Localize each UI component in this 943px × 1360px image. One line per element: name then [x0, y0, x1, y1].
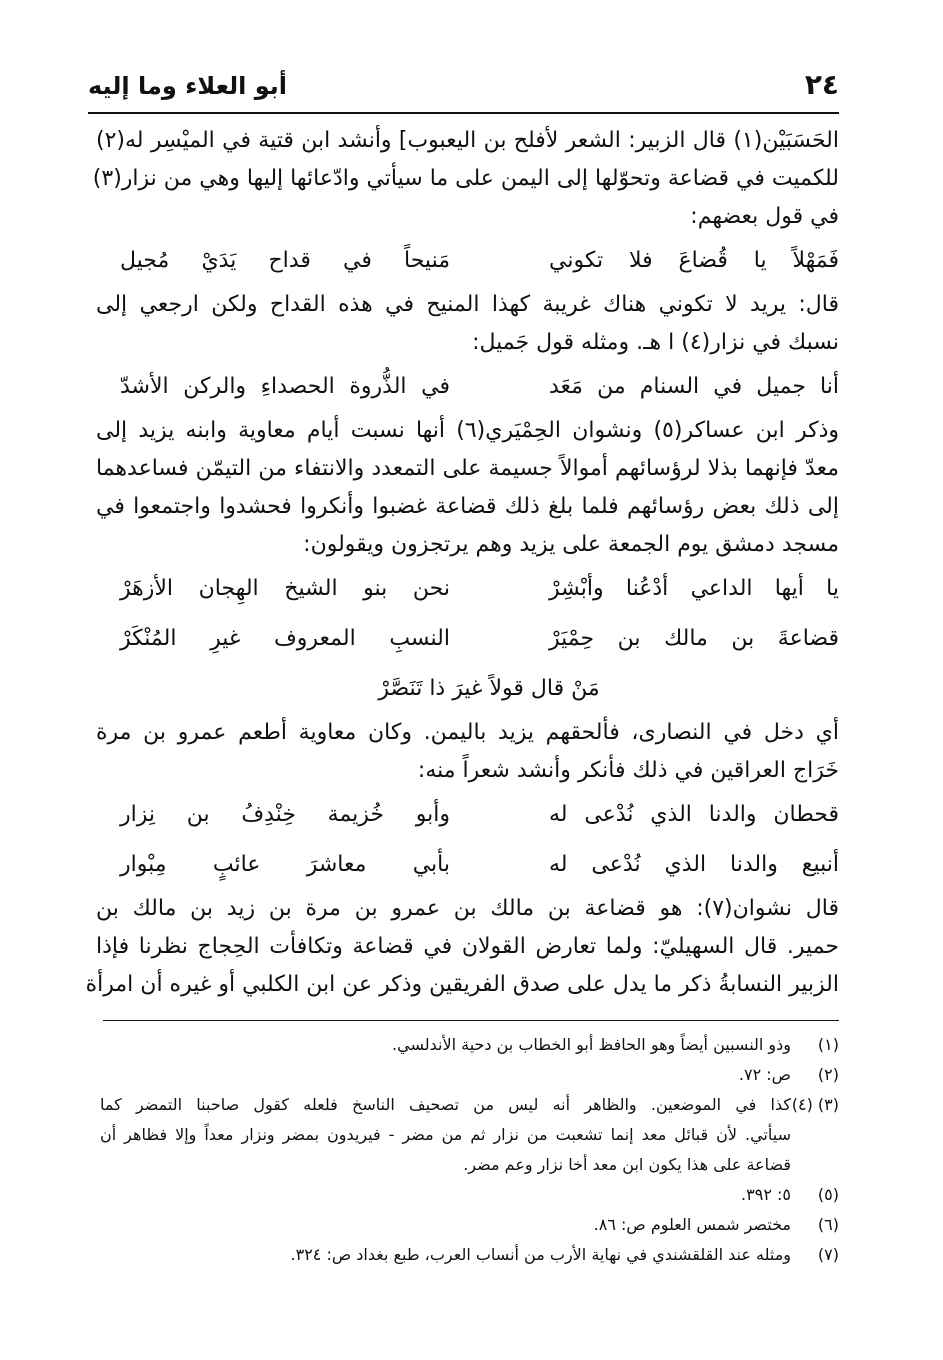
footnote-number: (٥) [817, 1185, 839, 1204]
verse-second-hemistich: النسبِ المعروف غيرِ المُنْكَرْ [120, 626, 450, 651]
text-line: في قول بعضهم: [690, 204, 839, 229]
footnote-number: (٦) [817, 1215, 839, 1234]
footnote-number: (٧) [817, 1245, 839, 1264]
verse-second-hemistich: مَنيحاً في قداح يَدَيْ مُجيل [120, 248, 450, 273]
verse-second-hemistich: نحن بنو الشيخ الهِجان الأزهَرْ [120, 576, 450, 601]
running-title: أبو العلاء وما إليه [88, 72, 288, 100]
footnote-text: ومثله عند القلقشندي في نهاية الأرب من أنساب العرب، طبع بغداد ص: ٣٢٤. [290, 1245, 791, 1264]
footnote [100, 1240, 839, 1270]
text-line: مسجد دمشق يوم الجمعة على يزيد وهم يرتجزون ويقولون: [303, 532, 839, 557]
footnote-text: قضاعة على هذا يكون ابن معد أخا نزار وعم مضر. [463, 1155, 791, 1174]
verse-line [96, 790, 839, 840]
footnote-rule [103, 1020, 839, 1021]
text-line: خَرَاج العراقين في ذلك فأنكر وأنشد شعراً منه: [417, 758, 839, 783]
footnote-number: (١) [817, 1035, 839, 1054]
footnote-text: ص: ٧٢. [738, 1065, 791, 1084]
footnote-text: وذو النسبين أيضاً وهو الحافظ أبو الخطاب بن دحية الأندلسي. [392, 1035, 791, 1054]
verse-line [96, 840, 839, 890]
text-line: وذكر ابن عساكر(٥) ونشوان الحِمْيَري(٦) أنها نسبت أيام معاوية وابنه يزيد إلى [96, 418, 839, 443]
footnote [100, 1030, 839, 1060]
text-line: للكميت في قضاعة وتحوّلها إلى اليمن على ما سيأتي وادّعائها إليها وهي من نزار(٣) [92, 166, 839, 191]
header-rule [88, 112, 839, 114]
footnotes [100, 1030, 839, 1270]
text-line: معدّ فإنهما بذلا لرؤسائهم أموالاً جسيمة على التمعدد والانتفاء من التيمّن فساعدهما [96, 456, 839, 481]
verse-line [96, 236, 839, 286]
verse-line [96, 564, 839, 614]
footnote-text: مختصر شمس العلوم ص: ٨٦. [593, 1215, 791, 1234]
footnote-number: (٣) (٤) [791, 1095, 839, 1114]
verse-line [96, 664, 839, 714]
text-line: الزبير النسابةُ ذكر ما يدل على صدق الفريقين وذكر عن ابن الكلبي أو غيره أن امرأة [85, 972, 839, 997]
footnote [100, 1090, 839, 1120]
text-line: إلى ذلك بعض رؤسائهم فلما بلغ ذلك قضاعة غضبوا وأنكروا فحشدوا واجتمعوا في [96, 494, 839, 519]
verse-line [96, 362, 839, 412]
footnote [100, 1060, 839, 1090]
page-header [88, 66, 839, 110]
text-line: نسبك في نزار(٤) ا هـ. ومثله قول جَميل: [472, 330, 839, 355]
footnote-number: (٢) [817, 1065, 839, 1084]
footnote-text: ٥: ٣٩٢. [741, 1185, 791, 1204]
verse-first-hemistich: يا أيها الداعي أدْعُنا وأبْشِرْ [549, 576, 839, 601]
main-text [85, 122, 839, 1004]
footnote [100, 1180, 839, 1210]
footnote-continuation [100, 1150, 839, 1180]
text-line: قال: يريد لا تكوني هناك غريبة كهذا المنيح في هذه القداح ولكن ارجعي إلى [96, 292, 839, 317]
text-line: أي دخل في النصارى، فألحقهم يزيد باليمن. وكان معاوية أطعم عمرو بن مرة [96, 720, 839, 745]
verse-second-hemistich: بأبي معاشرَ عائبٍ مِبْوار [120, 852, 450, 877]
footnote [100, 1210, 839, 1240]
verse-first-hemistich: قضاعةَ بن مالك بن حِمْيَرْ [549, 626, 839, 651]
footnote-continuation [100, 1120, 839, 1150]
verse-first-hemistich: أنا جميل في السنام من مَعَد [549, 374, 839, 399]
footnote-text: سيأتي. لأن قبائل معد إنما تشعبت من نزار ثم من مضر - فيريدون بمضر ونزار معداً وإلا فظاهر أن [100, 1125, 791, 1144]
verse-first-hemistich: قحطان والدنا الذي نُدْعى له [549, 802, 839, 827]
text-line: الحَسَبَيْن(١) قال الزبير: الشعر لأفلح بن اليعبوب] وأنشد ابن قتية في الميْسِر له(٢) [96, 128, 839, 153]
footnote-text: كذا في الموضعين. والظاهر أنه ليس من تصحيف الناسخ فلعله كقول صاحبنا التمضر كما [100, 1095, 791, 1114]
verse-centered: مَنْ قال قولاً غيرَ ذا تَنَصَّرْ [378, 676, 600, 701]
verse-first-hemistich: فَمَهْلاً يا قُضاعَ فلا تكوني [549, 248, 839, 273]
text-line: قال نشوان(٧): هو قضاعة بن مالك بن عمرو بن مرة بن زيد بن مالك بن [96, 896, 839, 921]
verse-second-hemistich: في الذُّروة الحصداءِ والركن الأشدّ [120, 374, 450, 399]
verse-first-hemistich: أنبيع والدنا الذي نُدْعى له [549, 852, 839, 877]
verse-second-hemistich: وأبو خُزيمة خِنْدِفُ بن نِزار [120, 802, 450, 827]
verse-line [96, 614, 839, 664]
page-number: ٢٤ [804, 68, 839, 101]
text-line: حمير. قال السهيليّ: ولما تعارض القولان في قضاعة وتكافأت الحِجاج نظرنا فإذا [96, 934, 839, 959]
